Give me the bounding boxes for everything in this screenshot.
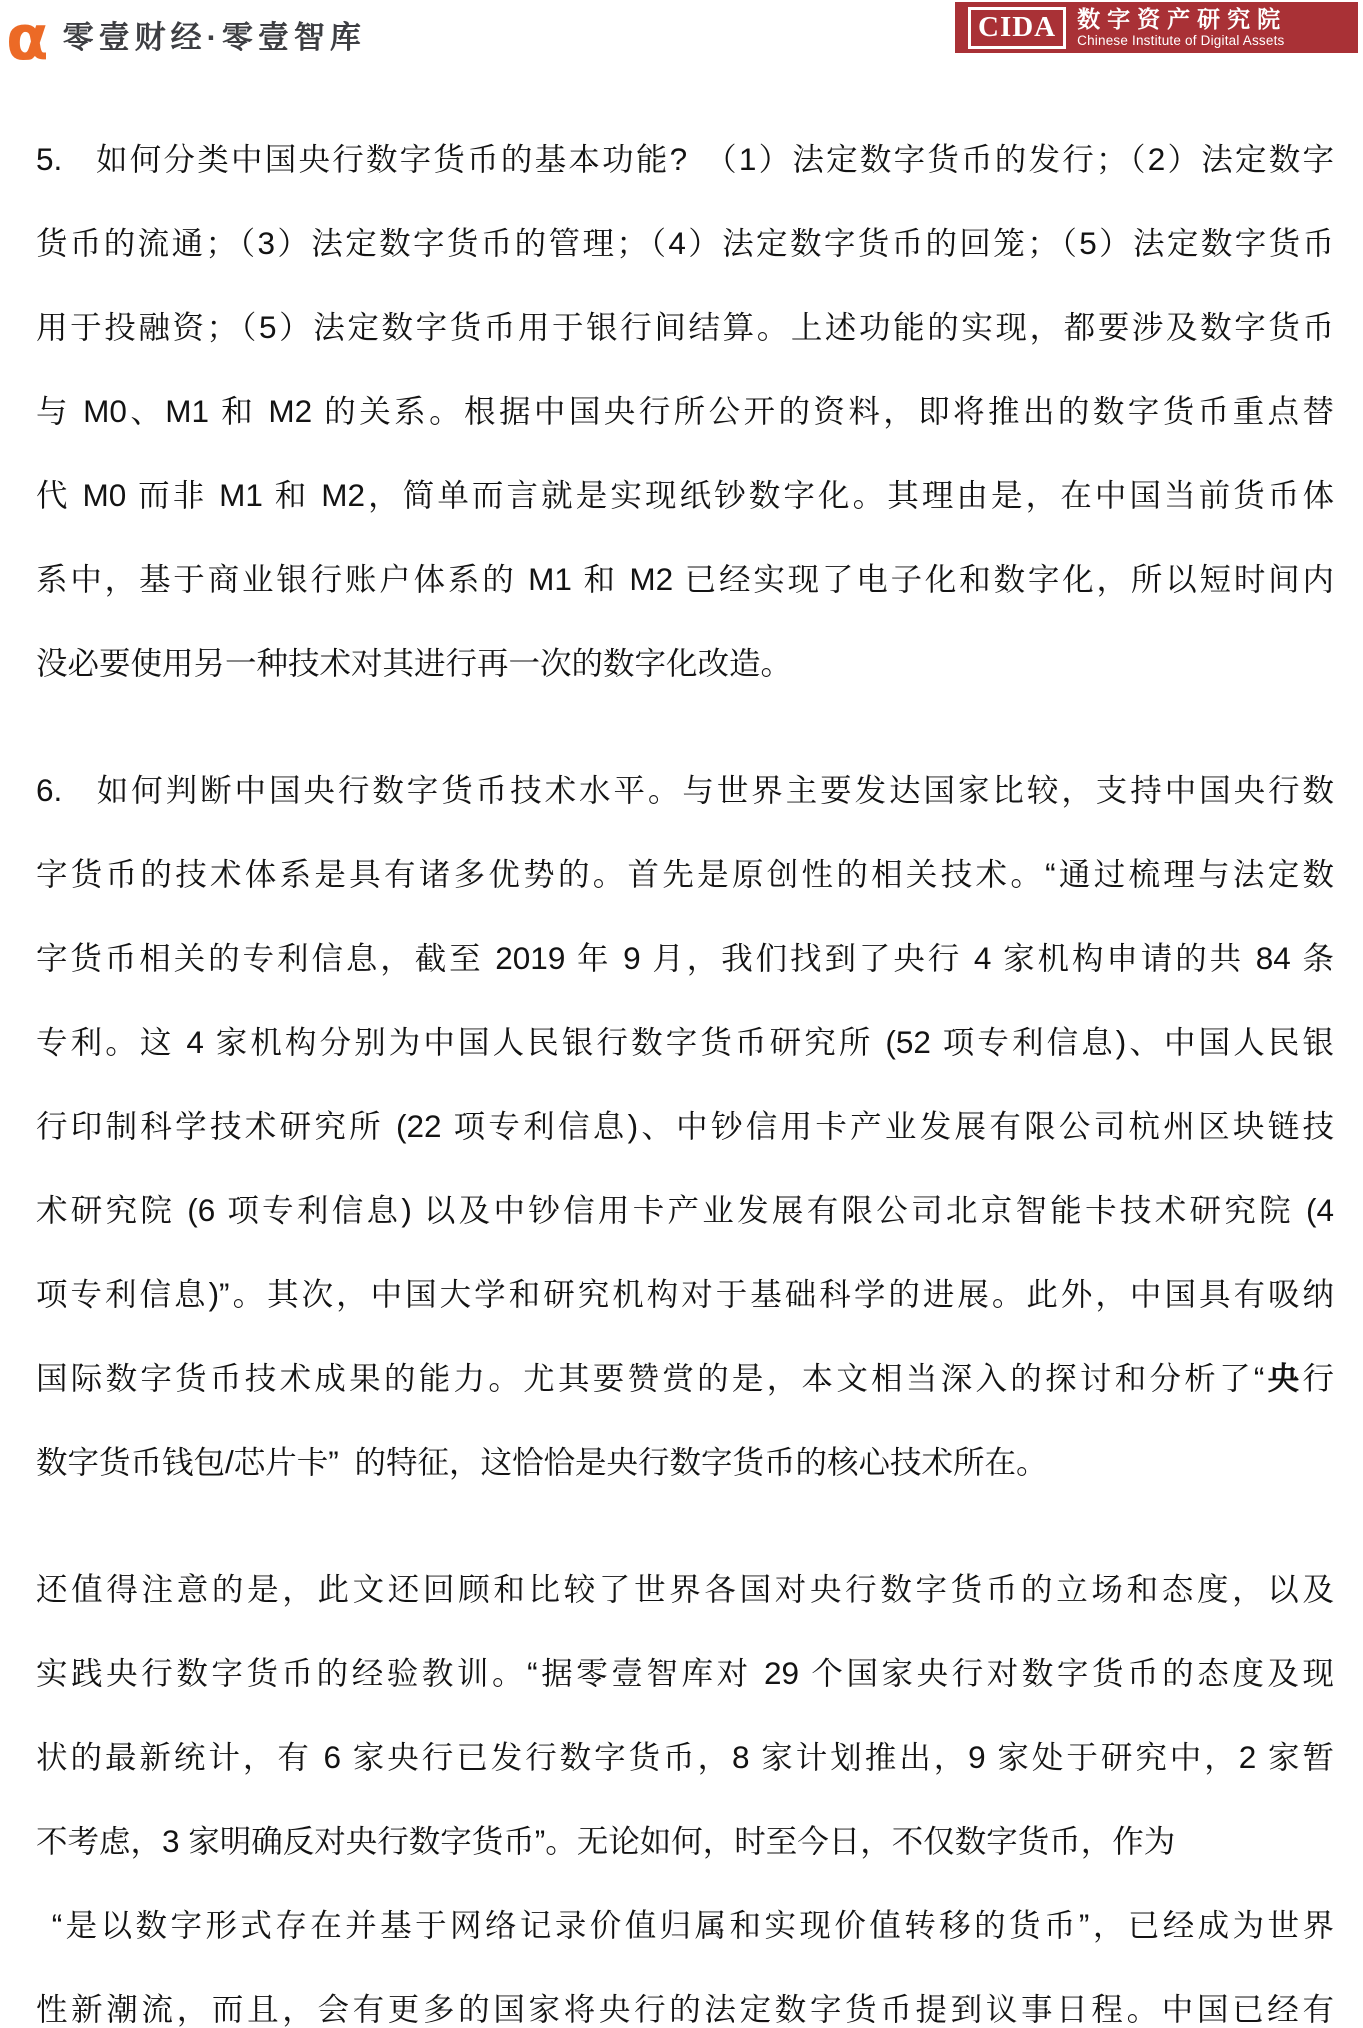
text-line bbox=[36, 1420, 1334, 1504]
text-segment: 实践央行数字货币的经验教训。“据零壹智库对 29 个国家央行对数字货币的态度及现 bbox=[36, 1655, 1334, 1691]
text-segment: 代 M0 而非 M1 和 M2，简单而言就是实现纸钞数字化。其理由是，在中国当前货币体 bbox=[36, 477, 1334, 513]
01caijing-logo-text: 零壹财经·零壹智库 bbox=[62, 20, 366, 55]
alpha-logo-icon: α bbox=[6, 1, 49, 74]
cida-logo-banner bbox=[955, 2, 1358, 53]
text-line bbox=[36, 916, 1334, 1000]
cida-acronym-icon: CIDA bbox=[968, 7, 1066, 49]
text-segment: 还值得注意的是，此文还回顾和比较了世界各国对央行数字货币的立场和态度，以及 bbox=[36, 1571, 1334, 1607]
text-segment: 不考虑，3 家明确反对央行数字货币”。无论如何，时至今日，不仅数字货币，作为 bbox=[36, 1823, 1176, 1859]
text-segment: 字货币的技术体系是具有诸多优势的。首先是原创性的相关技术。“通过梳理与法定数 bbox=[36, 856, 1334, 892]
text-line bbox=[36, 453, 1334, 537]
text-line bbox=[36, 832, 1334, 916]
text-segment: 系中，基于商业银行账户体系的 M1 和 M2 已经实现了电子化和数字化，所以短时间内 bbox=[36, 561, 1334, 597]
text-segment: 没必要使用另一种技术对其进行再一次的数字化改造。 bbox=[36, 645, 793, 681]
text-line bbox=[36, 748, 1334, 832]
text-segment: 项专利信息)”。其次，中国大学和研究机构对于基础科学的进展。此外，中国具有吸纳 bbox=[36, 1276, 1334, 1312]
text-line bbox=[36, 1883, 1334, 1967]
text-segment: 术研究院 (6 项专利信息) 以及中钞信用卡产业发展有限公司北京智能卡技术研究院 (4 bbox=[36, 1192, 1334, 1228]
text-line bbox=[36, 1336, 1334, 1420]
cida-title-cn: 数字资产研究院 bbox=[1077, 6, 1288, 32]
cida-logo-text bbox=[1077, 6, 1287, 49]
text-segment: 数字货币钱包/芯片卡” 的特征，这恰恰是央行数字货币的核心技术所在。 bbox=[36, 1444, 1048, 1480]
text-line bbox=[36, 201, 1334, 285]
text-line bbox=[36, 1967, 1334, 2028]
text-line bbox=[36, 1168, 1334, 1252]
text-line bbox=[36, 1715, 1334, 1799]
text-line bbox=[36, 1252, 1334, 1336]
document-body bbox=[36, 117, 1334, 2028]
text-segment: “是以数字形式存在并基于网络记录价值归属和实现价值转移的货币”，已经成为世界 bbox=[36, 1907, 1334, 1943]
text-line bbox=[36, 1799, 1334, 1883]
paragraph bbox=[36, 748, 1334, 1504]
text-segment: 专利。这 4 家机构分别为中国人民银行数字货币研究所 (52 项专利信息)、中国人民银 bbox=[36, 1024, 1334, 1060]
text-segment: 字货币相关的专利信息，截至 2019 年 9 月，我们找到了央行 4 家机构申请的共 84 条 bbox=[36, 940, 1334, 976]
text-segment: 国际数字货币技术成果的能力。尤其要赞赏的是，本文相当深入的探讨和分析了“ bbox=[36, 1360, 1265, 1396]
bold-text-segment: 央 bbox=[1264, 1360, 1303, 1396]
page-header bbox=[0, 0, 1363, 74]
text-segment: 与 M0、M1 和 M2 的关系。根据中国央行所公开的资料，即将推出的数字货币重点替 bbox=[36, 393, 1334, 429]
text-segment: 状的最新统计，有 6 家央行已发行数字货币，8 家计划推出，9 家处于研究中，2 家暂 bbox=[36, 1739, 1334, 1775]
text-line bbox=[36, 1547, 1334, 1631]
text-line bbox=[36, 117, 1334, 201]
text-segment: 5. 如何分类中国央行数字货币的基本功能? （1）法定数字货币的发行；（2）法定数字 bbox=[36, 141, 1334, 177]
text-segment: 货币的流通；（3）法定数字货币的管理；（4）法定数字货币的回笼；（5）法定数字货币 bbox=[36, 225, 1334, 261]
text-segment: 6. 如何判断中国央行数字货币技术水平。与世界主要发达国家比较，支持中国央行数 bbox=[36, 772, 1334, 808]
text-line bbox=[36, 369, 1334, 453]
text-segment: 行 bbox=[1302, 1360, 1334, 1396]
text-line bbox=[36, 1084, 1334, 1168]
text-segment: 性新潮流，而且，会有更多的国家将央行的法定数字货币提到议事日程。中国已经有 bbox=[36, 1991, 1334, 2027]
text-line bbox=[36, 285, 1334, 369]
paragraph bbox=[36, 1547, 1334, 2028]
text-segment: 行印制科学技术研究所 (22 项专利信息)、中钞信用卡产业发展有限公司杭州区块链技 bbox=[36, 1108, 1334, 1144]
text-line bbox=[36, 621, 1334, 705]
text-segment: 用于投融资；（5）法定数字货币用于银行间结算。上述功能的实现，都要涉及数字货币 bbox=[36, 309, 1334, 345]
paragraph bbox=[36, 117, 1334, 705]
01caijing-logo bbox=[6, 1, 366, 74]
text-line bbox=[36, 1631, 1334, 1715]
text-line bbox=[36, 1000, 1334, 1084]
text-line bbox=[36, 537, 1334, 621]
cida-title-en: Chinese Institute of Digital Assets bbox=[1077, 33, 1285, 48]
